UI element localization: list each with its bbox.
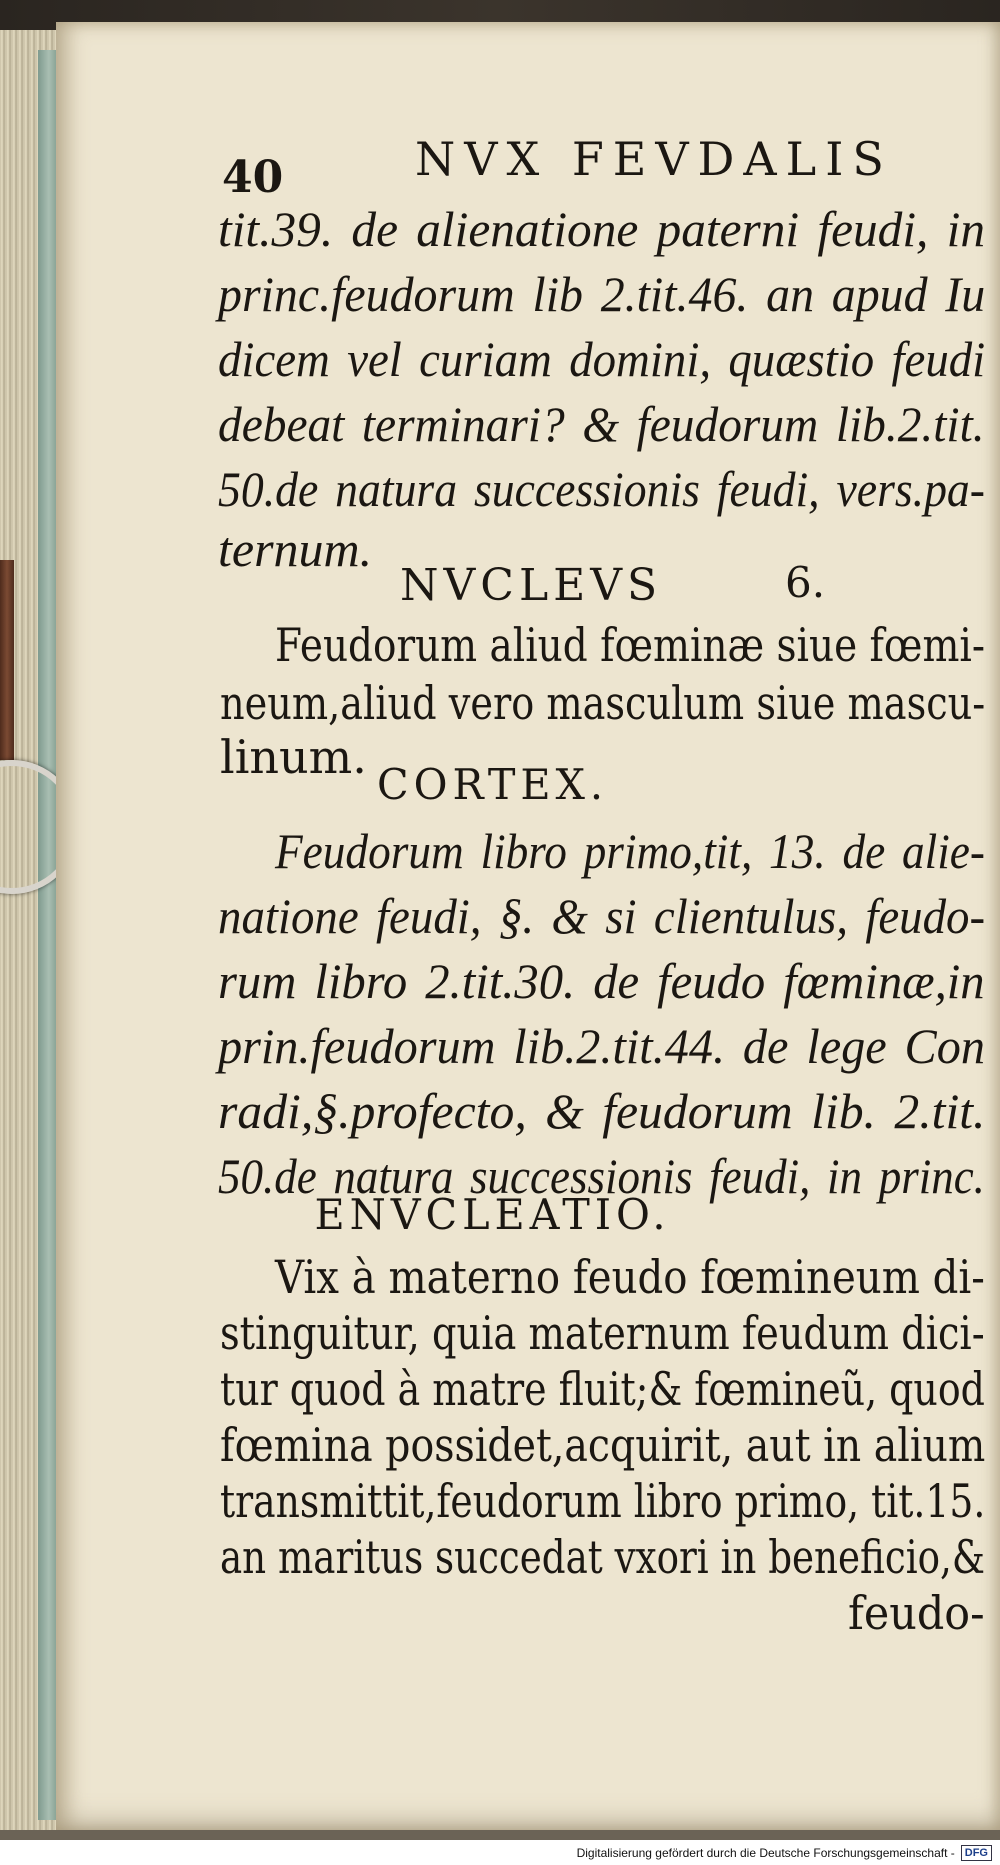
text-line: 50.de natura successionis feudi, vers.pa- — [218, 461, 986, 517]
text-line: tit.39. de alienatione paterni feudi, in — [218, 201, 986, 257]
nucleus-number: 6. — [785, 558, 826, 607]
text-line: Feudorum aliud fœminæ siue fœmi- — [275, 618, 986, 672]
page-edge-stain — [38, 50, 56, 1820]
scan-bottom-edge — [0, 1830, 1000, 1840]
text-line: radi,§.profecto, & feudorum lib. 2.tit. — [218, 1083, 986, 1139]
section-heading-enucleatio: ENVCLEATIO. — [314, 1190, 671, 1239]
section-heading-cortex: CORTEX. — [377, 760, 608, 809]
text-line: rum libro 2.tit.30. de feudo fœminæ,in — [218, 953, 985, 1009]
page-number: 40 — [222, 152, 284, 203]
text-line: linum. — [220, 730, 367, 784]
text-line: debeat terminari? & feudorum lib.2.tit. — [218, 396, 985, 452]
text-line: transmittit,feudorum libro primo, tit.15. — [220, 1474, 986, 1528]
text-line: natione feudi, §. & si clientulus, feudo- — [218, 888, 986, 944]
footer-text: Digitalisierung gefördert durch die Deutsche Forschungsgemeinschaft - — [576, 1846, 955, 1860]
text-line: neum,aliud vero masculum siue mascu- — [220, 676, 986, 730]
text-line: an maritus succedat vxori in beneficio,& — [220, 1530, 985, 1584]
text-line: tur quod à matre fluit;& fœmineũ, quod — [220, 1362, 985, 1416]
text-line: dicem vel curiam domini, quæstio feudi — [218, 331, 986, 387]
bookmark-ribbon — [0, 560, 14, 760]
catchword: feudo- — [848, 1586, 985, 1640]
text-line: fœmina possidet,acquirit, aut in alium — [220, 1418, 986, 1472]
dfg-logo-icon: DFG — [961, 1845, 992, 1861]
running-head: NVX FEVDALIS — [415, 132, 893, 186]
text-line: ternum. — [218, 521, 373, 577]
text-line: 50.de natura successionis feudi, in princ. — [218, 1148, 985, 1204]
section-heading-nucleus: NVCLEVS — [400, 560, 663, 611]
text-line: princ.feudorum lib 2.tit.46. an apud Iu — [218, 266, 986, 322]
text-line: Vix à materno feudo fœmineum di- — [275, 1250, 985, 1304]
text-line: Feudorum libro primo,tit, 13. de alie- — [275, 823, 985, 879]
digitization-footer — [577, 1844, 992, 1862]
text-line: stinguitur, quia maternum feudum dici- — [220, 1306, 985, 1360]
text-line: prin.feudorum lib.2.tit.44. de lege Con — [218, 1018, 985, 1074]
